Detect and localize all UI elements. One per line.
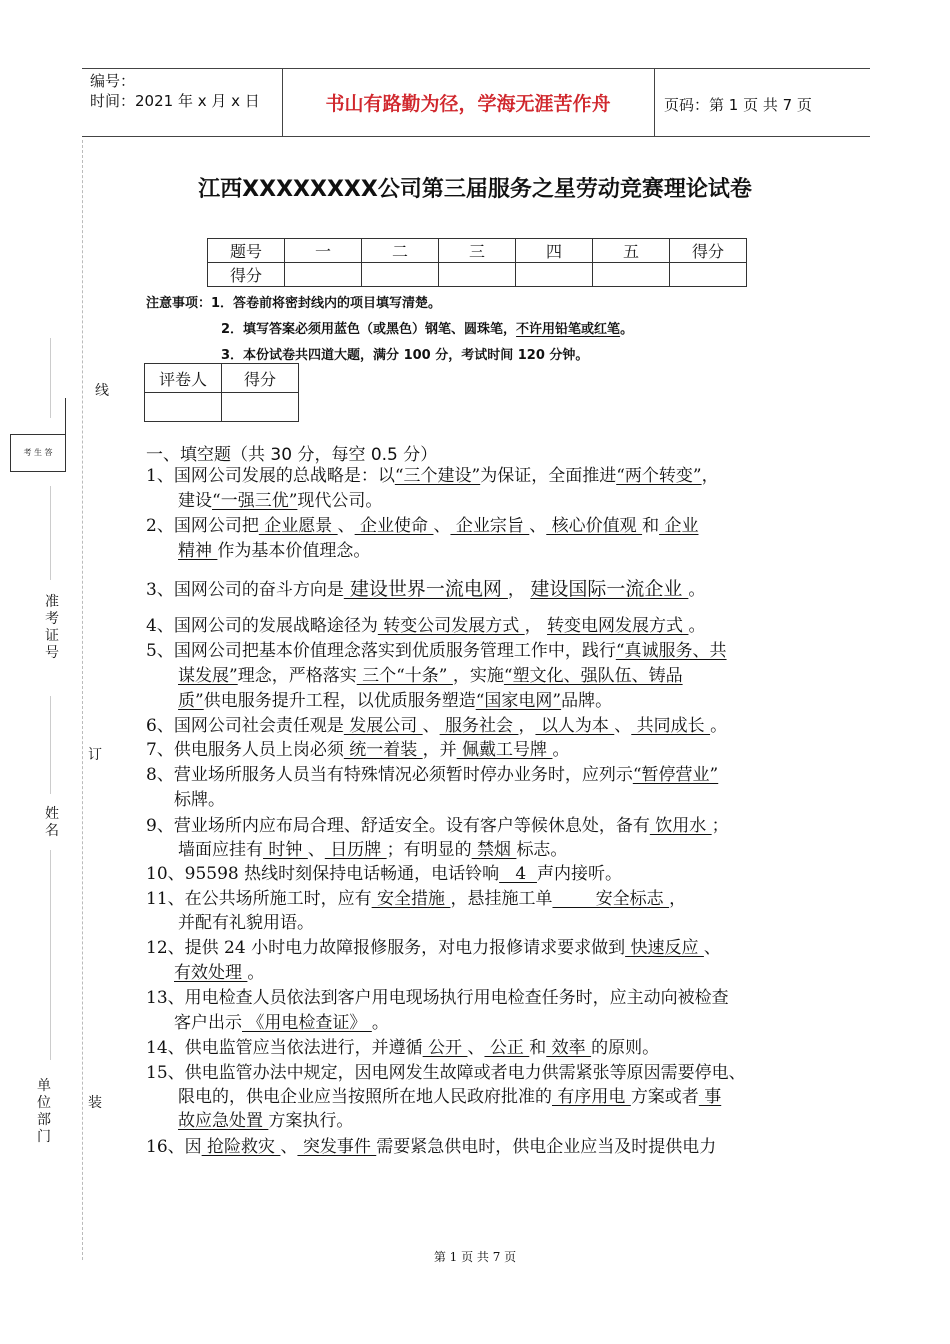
question-8: 8、营业场所服务人员当有特殊情况必须暂时停办业务时，应列示“暂停营业”: [146, 765, 719, 785]
answer-blank: 效率: [546, 1038, 592, 1058]
grader-header-cell: 得分: [222, 364, 299, 393]
question-13-cont: 客户出示 《用电检查证》 。: [174, 1013, 389, 1033]
answer-blank: 企业宗旨: [450, 516, 530, 536]
note-3: 3．本份试卷共四道大题，满分 100 分，考试时间 120 分钟。: [221, 348, 589, 363]
question-12-cont: 有效处理 。: [174, 963, 265, 983]
question-9-cont: 墙面应挂有 时钟 、 日历牌 ；有明显的 禁烟 标志。: [178, 840, 568, 860]
score-value-cell[interactable]: [439, 263, 516, 287]
answer-blank: 发展公司: [343, 716, 423, 736]
answer-blank: 突发事件: [297, 1137, 377, 1157]
header-motto: 书山有路勤为径，学海无涯苦作舟: [325, 92, 611, 115]
margin-field-line: [50, 338, 51, 418]
question-6: 6、国网公司社会责任观是 发展公司 、 服务社会 ， 以人为本 、 共同成长 。: [146, 716, 728, 736]
answer-blank: 事: [698, 1087, 722, 1107]
score-table-value-row: [208, 263, 747, 287]
question-7: 7、供电服务人员上岗必须 统一着装 ，并 佩戴工号牌 。: [146, 740, 570, 760]
question-9: 9、营业场所内应布局合理、舒适安全。设有客户等候休息处，备有 饮用水 ；: [146, 816, 729, 836]
exam-title: 江西XXXXXXXX公司第三届服务之星劳动竞赛理论试卷: [198, 177, 752, 202]
answer-blank: 共同成长: [631, 716, 711, 736]
question-5: 5、国网公司把基本价值理念落实到优质服务管理工作中，践行“真诚服务、共: [146, 641, 727, 661]
answer-blank: 统一着装: [343, 740, 423, 760]
score-value-cell[interactable]: [285, 263, 362, 287]
answer-blank: “塑文化、强队伍、铸品: [503, 666, 683, 686]
page-number-label: 页码：第 1 页 共 7 页: [664, 96, 812, 114]
question-5-cont-2: 质”供电服务提升工程，以优质服务塑造“国家电网”品牌。: [178, 691, 613, 711]
question-12: 12、提供 24 小时电力故障报修服务，对电力报修请求要求做到 快速反应 、: [146, 938, 721, 958]
margin-field-line: [50, 486, 51, 580]
answer-blank: 谋发展”: [178, 666, 238, 686]
note-1: 注意事项：1．答卷前将密封线内的项目填写清楚。: [146, 296, 442, 311]
answer-blank: 精神: [178, 541, 218, 561]
question-13: 13、用电检查人员依法到客户用电现场执行用电检查任务时，应主动向被检查: [146, 988, 729, 1008]
answer-blank: “国家电网”: [475, 691, 562, 711]
name-label: 姓名: [45, 806, 59, 839]
note-2-underlined: 不许用铅笔或红笔: [516, 322, 621, 337]
question-11-cont: 并配有礼貌用语。: [178, 913, 314, 933]
score-value-cell[interactable]: [516, 263, 593, 287]
question-14: 14、供电监管应当依法进行，并遵循 公开 、 公正 和 效率 的原则。: [146, 1038, 660, 1058]
answer-blank: 快速反应: [625, 938, 704, 958]
answer-blank: 饮用水: [649, 816, 712, 836]
answer-blank: 抢险救灾: [201, 1137, 281, 1157]
question-10: 10、95598 热线时刻保持电话畅通，电话铃响 4 声内接听。: [146, 864, 622, 884]
margin-field-line: [50, 696, 51, 794]
answer-blank: 时钟: [263, 840, 308, 860]
answer-blank: 故应急处置: [178, 1111, 269, 1131]
grader-value-cell[interactable]: [222, 393, 299, 422]
binding-line-label: 线: [95, 383, 109, 399]
doc-code-label: 编号：: [90, 72, 136, 90]
question-16: 16、因 抢险救灾 、 突发事件 需要紧急供电时，供电企业应当及时提供电力: [146, 1137, 717, 1157]
answer-blank: 安全措施: [371, 889, 451, 909]
answer-blank: 转变电网发展方式: [547, 616, 689, 636]
answer-blank: 日历牌: [324, 840, 387, 860]
doc-time-label: 时间：2021 年 x 月 x 日: [90, 92, 260, 110]
exam-number-label: 准考证号: [45, 594, 59, 661]
question-15: 15、供电监管办法中规定，因电网发生故障或者电力供需紧张等原因需要停电、: [146, 1063, 746, 1083]
question-1: 1、国网公司发展的总战略是：以“三个建设”为保证，全面推进“两个转变”，: [146, 466, 719, 486]
answer-blank: “两个转变”: [616, 466, 702, 486]
margin-field-line: [50, 850, 51, 1060]
note-2-text: 2．填写答案必须用蓝色（或黑色）钢笔、圆珠笔，: [221, 322, 517, 337]
answer-blank: “一强三优”: [212, 491, 298, 511]
question-3: 3、国网公司的奋斗方向是 建设世界一流电网 ， 建设国际一流企业 。: [146, 578, 706, 600]
grader-header-cell: 评卷人: [145, 364, 222, 393]
department-label: 单位部门: [37, 1078, 51, 1145]
answer-blank: 禁烟: [471, 840, 517, 860]
binding-ding-label: 订: [88, 747, 102, 763]
score-header-cell: 题号: [208, 239, 285, 263]
score-header-cell: 五: [593, 239, 670, 263]
answer-blank: 有效处理: [174, 963, 248, 983]
header-divider-right: [654, 68, 655, 136]
score-table: [207, 238, 747, 287]
page-footer: 第 1 页 共 7 页: [433, 1250, 517, 1264]
answer-blank: 核心价值观: [546, 516, 643, 536]
note-2: [221, 318, 633, 337]
score-table-header-row: [208, 239, 747, 263]
answer-blank: 服务社会: [439, 716, 519, 736]
answer-blank: 《用电检查证》: [242, 1013, 372, 1033]
answer-blank: 转变公司发展方式: [377, 616, 525, 636]
answer-blank: 建设国际一流企业: [530, 578, 689, 600]
candidate-notice-box: [10, 434, 66, 472]
answer-blank: 公开: [422, 1038, 468, 1058]
score-row-label: 得分: [208, 263, 285, 287]
score-value-cell[interactable]: [593, 263, 670, 287]
question-11: 11、在公共场所施工时，应有 安全措施 ，悬挂施工单 安全标志 ，: [146, 889, 687, 909]
header-bottom-line: [82, 136, 870, 137]
question-2: 2、国网公司把 企业愿景 、 企业使命 、 企业宗旨 、 核心价值观 和 企业: [146, 516, 699, 536]
answer-blank: 以人为本: [535, 716, 615, 736]
score-value-cell[interactable]: [362, 263, 439, 287]
answer-blank: 建设世界一流电网: [343, 578, 508, 600]
question-4: 4、国网公司的发展战略途径为 转变公司发展方式 ， 转变电网发展方式 。: [146, 616, 706, 636]
grader-table: [144, 363, 299, 422]
score-header-cell: 四: [516, 239, 593, 263]
answer-blank: 质”: [178, 691, 204, 711]
candidate-notice-text: 考 生 答: [23, 448, 53, 457]
answer-blank: “真诚服务、共: [615, 641, 727, 661]
answer-blank: 佩戴工号牌: [456, 740, 553, 760]
question-5-cont: 谋发展”理念，严格落实 三个“十条” ，实施“塑文化、强队伍、铸品: [178, 666, 683, 686]
answer-blank: 有序用电: [552, 1087, 631, 1107]
answer-blank: 4: [499, 864, 537, 884]
binding-dashed-line: [82, 140, 83, 1260]
answer-blank: 公正: [484, 1038, 530, 1058]
answer-blank: 企业: [659, 516, 699, 536]
score-value-cell[interactable]: [670, 263, 747, 287]
note-2-end: 。: [620, 322, 634, 337]
score-header-cell: 二: [362, 239, 439, 263]
answer-blank: 企业愿景: [258, 516, 338, 536]
answer-blank: “暂停营业”: [632, 765, 719, 785]
binding-zhuang-label: 装: [88, 1095, 102, 1111]
score-header-cell: 三: [439, 239, 516, 263]
question-15-cont-2: 故应急处置 方案执行。: [178, 1111, 354, 1131]
question-1-cont: 建设“一强三优”现代公司。: [178, 491, 383, 511]
score-header-cell: 得分: [670, 239, 747, 263]
answer-blank: 安全标志: [552, 889, 670, 909]
question-15-cont: 限电的，供电企业应当按照所在地人民政府批准的 有序用电 方案或者 事: [178, 1087, 722, 1107]
answer-blank: 企业使命: [354, 516, 434, 536]
grader-value-cell[interactable]: [145, 393, 222, 422]
question-8-cont: 标牌。: [174, 790, 225, 810]
section-title: 一、填空题（共 30 分，每空 0.5 分）: [146, 445, 438, 465]
score-header-cell: 一: [285, 239, 362, 263]
question-2-cont: 精神 作为基本价值理念。: [178, 541, 371, 561]
answer-blank: 三个“十条”: [356, 666, 453, 686]
answer-blank: “三个建设”: [394, 466, 481, 486]
